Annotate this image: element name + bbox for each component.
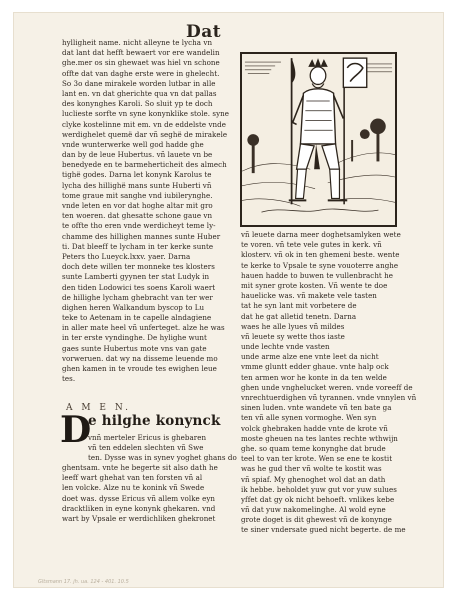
text-line: ten armen wor he konte in da ten welde [241,372,387,382]
text-line: unde lechte vnde vasten [241,342,330,352]
text-line: ghe.mer os sin ghewaet was hiel vn schone [62,58,220,68]
text-line: des konynghes Karoli. So sluit yp te doch [62,99,213,109]
text-line: tome graue mit sanghe vnd iubilerynghe. [62,190,213,200]
text-line: unde arme alze ene vnte leet da nicht [241,352,379,362]
text-line: teke to Aetenam in te capelle alndagiene [62,313,212,323]
text-line: vñ ten eddelen slechten vñ Swe [88,443,204,453]
text-line: yffet dat gy ok nicht behoeft. vnlikes kebe [241,494,395,504]
text-line: ghen kamen in te vroude tes ewighen leue [62,364,217,373]
section-heading: e hilghe konynck [88,413,221,429]
text-line: in ter erste vyndinghe. De hylighe wunt [62,333,207,343]
text-line: vñ dat yuw nakomelinghe. Al wold eyne [241,505,386,515]
text-line: offte dat van daghe erste were in ghelecht. [62,68,220,78]
text-line: vñ leuete darna meer doghetsamlyken wete [241,230,401,239]
text-line: ten. Dysse was in synev yoghet ghans do [88,453,237,463]
text-line: hylligheit name. nicht alleyne te lycha vn [62,38,213,47]
text-line: de hillighe lycham ghebracht van ter wer [62,292,213,302]
text-line: teel to van ter krote. Wen se ene te kostit [241,454,393,464]
text-line: vnde leten en vor dat hoghe altar mit gro [62,201,213,210]
text-line: vñ leuete sy wette thos iaste [241,331,345,341]
text-line: den tiden Lodowici tes soens Karoli waert [62,282,216,292]
text-line: mit syner grote kosten. Vñ wente te doe [241,280,388,290]
text-line: doet was. dysse Ericus vñ allem volke eyn [62,493,216,503]
amen-ornament: A M E N. [66,403,132,413]
text-line: dan by de leue Hubertus. vñ lauete vn be [62,150,213,160]
text-line: dat lant dat hefft bewaert vor ere wandelin [62,48,220,58]
text-line: te offte tho eren vnde werdicheyt teme ly- [62,221,216,231]
text-line: ik hebbe. beholdet yuw gut vor yuw sulues [241,484,397,494]
text-line: vnrechtuerdighen vñ tyrannen. vnde vnnylen vñ [241,393,416,402]
text-line: len volcke. Alze nu te konink vñ Swede [62,483,205,493]
page-header-word: Dat [186,22,222,42]
text-line: tighë godes. Darna let konynk Karolus te [62,170,212,180]
text-line: klosterv. vñ ok in ten ghemeni beste. wente [241,250,400,260]
initial-letter: D [60,409,92,451]
text-line: gaes sunte Hubertus mote vns van gate [62,343,207,353]
text-line: clyke kostelinne mit em. vn de eddelste vnde [62,119,226,129]
text-line: in aller mate heel vñ unferteget. alze he was [62,323,225,333]
text-line: grote doget is dit ghewest vñ de konynge [241,515,392,525]
text-line: tat he syn lant mit vorbetere de [241,301,357,311]
text-line: moste gheuen na tes lantes rechte wthwijn [241,433,398,443]
text-line: was he gud ther vñ wolte te kostit was [241,464,382,474]
text-line: waes he alle lyues vñ mildes [241,321,345,331]
text-line: hauen hadde to buwen te vullenbracht he [241,270,394,280]
right-column-text [241,230,416,536]
text-line: hauelicke was. vñ makete vele tasten [241,291,377,301]
text-line: doch dete willen ter monneke tes klosters [62,262,215,272]
text-line: benedyede en te barmeherticheit des almech [62,160,227,170]
text-line: So 3o dane mirakele worden lutbar in alle [62,78,216,88]
text-line: wart by Vpsale er werdichliken ghekronet [62,513,216,523]
text-line: leeff wart ghehat van ten forsten vñ al [62,473,203,483]
text-line: vnñ merteler Ericus is ghebaren [88,433,207,442]
text-line: lycha des hillighë mans sunte Huberti vñ [62,180,212,190]
text-line: ten vñ alle synen vormoghe. Wen syn [241,413,377,423]
text-line: dighen heren Walkandum byscop to Lu [62,302,205,312]
text-line: luclieste sorfte vn syne konynklike stole. syne [62,109,230,119]
text-line: vñ spiaf. My ghenoghet wol dat an dath [241,474,386,484]
decorated-initial [60,409,92,451]
text-line: volck ghebraken hadde vnte de krote vñ [241,423,388,433]
text-line: chamme des hillighen mannes sunte Huber [62,231,221,241]
left-column-text [62,38,240,384]
text-line: dat he gat alletid tenetn. Darna [241,311,357,321]
woodcut-illustration [240,52,397,227]
text-line: ten woeren. dat ghesatte schone gaue vn [62,211,213,221]
text-line: dracktliken in eyne konynk ghekaren. vnd [62,503,216,513]
text-line: ghentsam. vnte he begerte sit also dath he [62,463,218,472]
text-line: ti. Dat bleeff te lycham in ter kerke sunte [62,241,214,251]
pencil-inscription: Gltsmann 17. jh. ua. 124 - 401. 10.5 [38,579,129,585]
text-line: vnde wunterwerke well god hadde ghe [62,139,204,149]
text-line: te kerke to Vpsale te syne vouoterre anghe [241,260,399,270]
text-line: lant en. vn dat gherichte qua vn dat pallas [62,88,217,98]
text-line: sinen luden. vnte wandete vñ ten bate ga [241,403,392,413]
text-line: ghen unde vnghelucket weren. vnde voreeff de [241,382,413,392]
text-line: te siner vndersate gued nicht begerte. de me [241,525,406,535]
text-line: Peters tho Lueyck.lxxv. yaer. Darna [62,251,191,261]
left-column-text-bottom [62,463,240,524]
king-saint-woodcut-image [242,54,395,225]
text-line: ghe. so quam teme konynghe dat brude [241,443,386,453]
text-line: tes. [62,374,76,384]
text-line: vorweruen. dat wy na disseme leuende mo [62,353,218,363]
left-column-text-after-initial [88,433,240,464]
text-line: vmme gluntt edder ghaue. vnte halp ock [241,362,389,372]
text-line: sunte Lamberti gyynen ter stat Ludyk in [62,272,210,282]
text-line: werdighelet quemë dar vñ seghë de mirakele [62,129,228,139]
text-line: te voren. vñ tete vele gutes in kerk. vñ [241,240,382,250]
